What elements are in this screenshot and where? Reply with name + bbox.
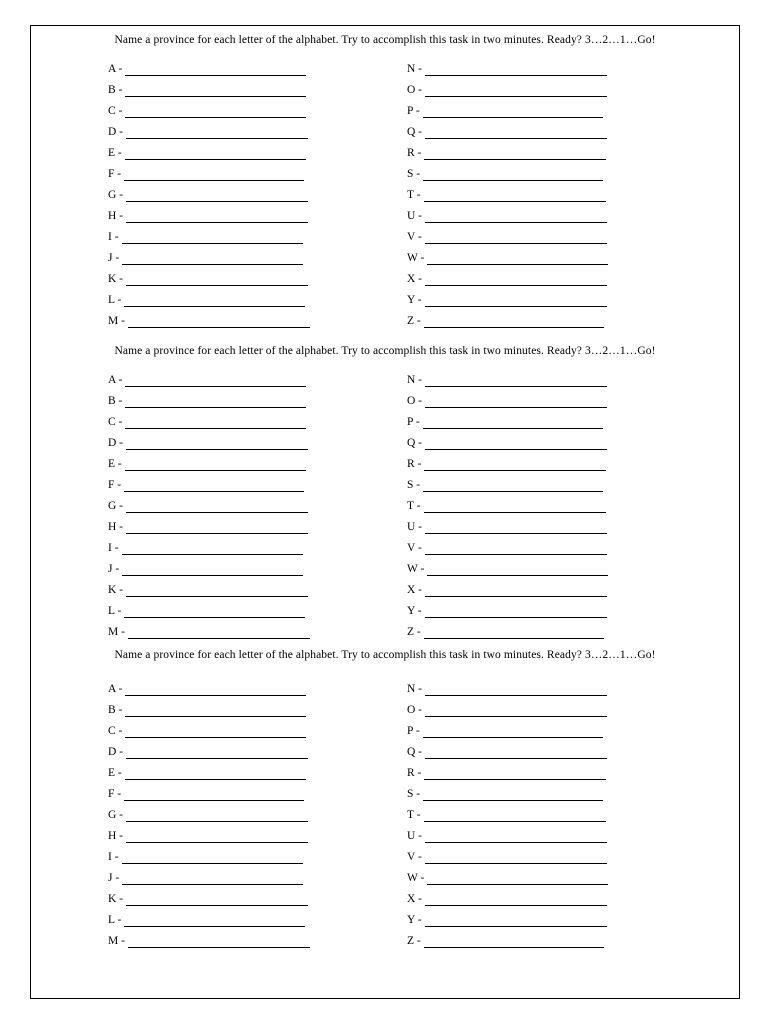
letter-label: T - [407,809,421,821]
letter-label: Q - [407,437,423,449]
letter-label: Z - [407,626,421,638]
answer-blank[interactable] [425,128,607,139]
answer-blank[interactable] [125,727,306,738]
answer-blank[interactable] [125,149,306,160]
letter-label: D - [108,126,124,138]
answer-blank[interactable] [427,254,608,265]
letter-label: B - [108,704,123,716]
letter-label: O - [407,395,423,407]
answer-blank[interactable] [423,790,603,801]
letter-row [407,167,603,188]
answer-blank[interactable] [126,191,308,202]
letter-label: A - [108,374,123,386]
letter-label: Y - [407,914,422,926]
letter-row [407,745,607,766]
answer-blank[interactable] [424,502,606,513]
letter-row [407,188,606,209]
letter-label: E - [108,147,122,159]
answer-blank[interactable] [126,275,308,286]
letter-row [407,766,606,787]
answer-blank[interactable] [425,748,607,759]
letter-row [407,373,607,394]
answer-blank[interactable] [427,565,608,576]
letter-label: T - [407,500,421,512]
letter-label: G - [108,500,124,512]
letter-row [108,766,306,787]
answer-blank[interactable] [423,727,603,738]
letter-label: I - [108,542,119,554]
answer-blank[interactable] [122,233,303,244]
letter-label: U - [407,830,423,842]
answer-blank[interactable] [126,586,308,597]
answer-blank[interactable] [125,107,306,118]
letter-row [407,272,607,293]
letter-row [407,478,603,499]
letter-label: C - [108,416,123,428]
letter-row [108,62,306,83]
answer-blank[interactable] [425,233,607,244]
answer-blank[interactable] [425,523,607,534]
answer-blank[interactable] [122,544,303,555]
letter-label: C - [108,725,123,737]
answer-blank[interactable] [423,418,603,429]
answer-blank[interactable] [424,811,606,822]
answer-blank[interactable] [125,418,306,429]
instruction-text: Name a province for each letter of the alphabet. Try to accomplish this task in two minutes. Ready? 3…2…1…Go! [114,34,656,46]
letter-row [407,604,607,625]
letter-row [108,272,308,293]
answer-blank[interactable] [124,296,305,307]
letter-row [108,871,303,892]
answer-blank[interactable] [424,191,606,202]
letter-row [407,314,604,335]
letter-label: L - [108,605,122,617]
letter-row [407,230,607,251]
answer-blank[interactable] [425,586,607,597]
answer-blank[interactable] [423,481,603,492]
letter-row [108,251,303,272]
answer-blank[interactable] [124,607,305,618]
letter-label: H - [108,830,124,842]
letter-row [407,703,607,724]
letter-row [108,562,303,583]
answer-blank[interactable] [424,769,606,780]
letter-row [407,251,608,272]
letter-label: Q - [407,746,423,758]
letter-row [108,83,306,104]
letter-label: H - [108,210,124,222]
letter-label: R - [407,767,422,779]
answer-blank[interactable] [125,86,306,97]
letter-label: F - [108,168,122,180]
answer-blank[interactable] [423,107,603,118]
letter-row [407,104,603,125]
letter-label: J - [108,563,120,575]
letter-row [108,850,303,871]
letter-row [108,230,303,251]
instruction-text: Name a province for each letter of the alphabet. Try to accomplish this task in two minutes. Ready? 3…2…1…Go! [114,345,656,357]
letter-label: R - [407,458,422,470]
letter-row [407,913,607,934]
letter-row [407,625,604,646]
letter-label: H - [108,521,124,533]
answer-blank[interactable] [425,86,607,97]
answer-blank[interactable] [427,874,608,885]
answer-blank[interactable] [425,544,607,555]
letter-row [108,520,308,541]
letter-label: R - [407,147,422,159]
letter-label: K - [108,893,124,905]
letter-row [407,829,607,850]
letter-row [108,724,306,745]
letter-label: Q - [407,126,423,138]
letter-label: X - [407,273,423,285]
answer-blank[interactable] [122,254,303,265]
answer-blank[interactable] [124,790,304,801]
answer-blank[interactable] [124,481,304,492]
letter-row [407,436,607,457]
letter-label: J - [108,252,120,264]
letter-label: V - [407,542,422,554]
letter-row [407,457,606,478]
letter-row [108,499,308,520]
letter-row [108,541,303,562]
answer-blank[interactable] [122,565,303,576]
letter-row [108,293,305,314]
answer-blank[interactable] [425,397,607,408]
answer-blank[interactable] [126,832,308,843]
answer-blank[interactable] [124,916,305,927]
letter-row [108,314,310,335]
letter-label: P - [407,105,420,117]
letter-label: B - [108,84,123,96]
answer-blank[interactable] [425,296,607,307]
letter-label: G - [108,189,124,201]
letter-label: Y - [407,294,422,306]
answer-blank[interactable] [425,895,607,906]
letter-row [108,415,306,436]
letter-row [407,499,606,520]
letter-label: Z - [407,935,421,947]
letter-row [108,436,308,457]
letter-row [407,209,607,230]
answer-blank[interactable] [126,523,308,534]
letter-label: W - [407,252,425,264]
letter-label: W - [407,872,425,884]
answer-blank[interactable] [425,275,607,286]
answer-blank[interactable] [126,811,308,822]
letter-row [407,562,608,583]
letter-row [407,787,603,808]
letter-row [407,146,606,167]
letter-label: A - [108,63,123,75]
letter-row [108,583,308,604]
letter-row [407,520,607,541]
letter-label: M - [108,315,125,327]
answer-blank[interactable] [425,439,607,450]
answer-blank[interactable] [425,853,607,864]
answer-blank[interactable] [126,439,308,450]
letter-row [108,625,310,646]
answer-blank[interactable] [125,460,306,471]
answer-blank[interactable] [122,853,303,864]
letter-row [108,682,306,703]
letter-row [108,167,304,188]
answer-blank[interactable] [122,874,303,885]
letter-label: K - [108,584,124,596]
letter-label: N - [407,374,423,386]
letter-label: U - [407,210,423,222]
answer-blank[interactable] [125,769,306,780]
letter-label: V - [407,851,422,863]
letter-row [407,83,607,104]
letter-label: U - [407,521,423,533]
answer-blank[interactable] [126,748,308,759]
letter-label: C - [108,105,123,117]
letter-label: S - [407,479,421,491]
answer-blank[interactable] [125,65,306,76]
letter-row [407,62,607,83]
answer-blank[interactable] [425,832,607,843]
answer-blank[interactable] [424,937,604,948]
letter-label: A - [108,683,123,695]
answer-blank[interactable] [425,212,607,223]
answer-blank[interactable] [126,502,308,513]
letter-row [407,871,608,892]
letter-label: D - [108,746,124,758]
letter-row [108,745,308,766]
answer-blank[interactable] [128,628,310,639]
letter-label: E - [108,767,122,779]
letter-row [108,209,308,230]
letter-row [407,293,607,314]
answer-blank[interactable] [425,607,607,618]
letter-row [108,703,306,724]
answer-blank[interactable] [424,317,604,328]
letter-label: J - [108,872,120,884]
letter-label: M - [108,935,125,947]
letter-label: E - [108,458,122,470]
letter-row [108,913,305,934]
letter-label: T - [407,189,421,201]
answer-blank[interactable] [126,128,308,139]
letter-row [108,787,304,808]
letter-label: Y - [407,605,422,617]
letter-row [108,604,305,625]
letter-label: N - [407,63,423,75]
answer-blank[interactable] [425,685,607,696]
letter-row [108,934,310,955]
letter-label: L - [108,914,122,926]
answer-blank[interactable] [424,460,606,471]
answer-blank[interactable] [424,628,604,639]
letter-row [407,850,607,871]
letter-row [108,892,308,913]
letter-row [407,125,607,146]
letter-label: O - [407,84,423,96]
answer-blank[interactable] [425,376,607,387]
letter-row [108,457,306,478]
letter-label: D - [108,437,124,449]
letter-row [407,682,607,703]
answer-blank[interactable] [425,916,607,927]
letter-label: M - [108,626,125,638]
letter-label: X - [407,584,423,596]
letter-row [407,934,604,955]
letter-row [407,541,607,562]
letter-label: K - [108,273,124,285]
letter-label: P - [407,725,420,737]
answer-blank[interactable] [425,65,607,76]
letter-row [407,394,607,415]
letter-label: L - [108,294,122,306]
letter-label: Z - [407,315,421,327]
letter-row [407,583,607,604]
letter-row [108,829,308,850]
answer-blank[interactable] [125,376,306,387]
letter-row [108,104,306,125]
letter-label: F - [108,479,122,491]
answer-blank[interactable] [124,170,304,181]
letter-label: S - [407,168,421,180]
letter-label: O - [407,704,423,716]
letter-row [108,478,304,499]
letter-row [108,373,306,394]
answer-blank[interactable] [424,149,606,160]
answer-blank[interactable] [125,397,306,408]
answer-blank[interactable] [128,937,310,948]
letter-row [407,415,603,436]
letter-row [108,146,306,167]
letter-label: X - [407,893,423,905]
letter-label: G - [108,809,124,821]
instruction-text: Name a province for each letter of the alphabet. Try to accomplish this task in two minutes. Ready? 3…2…1…Go! [114,649,656,661]
answer-blank[interactable] [425,706,607,717]
letter-label: V - [407,231,422,243]
letter-label: B - [108,395,123,407]
letter-label: W - [407,563,425,575]
answer-blank[interactable] [125,706,306,717]
letter-row [108,808,308,829]
answer-blank[interactable] [126,895,308,906]
letter-row [407,724,603,745]
letter-label: N - [407,683,423,695]
answer-blank[interactable] [126,212,308,223]
worksheet-page [30,25,740,999]
answer-blank[interactable] [423,170,603,181]
letter-row [407,808,606,829]
letter-label: I - [108,851,119,863]
letter-row [108,125,308,146]
letter-label: I - [108,231,119,243]
letter-row [108,394,306,415]
letter-label: S - [407,788,421,800]
letter-label: P - [407,416,420,428]
letter-row [407,892,607,913]
answer-blank[interactable] [128,317,310,328]
letter-label: F - [108,788,122,800]
answer-blank[interactable] [125,685,306,696]
letter-row [108,188,308,209]
